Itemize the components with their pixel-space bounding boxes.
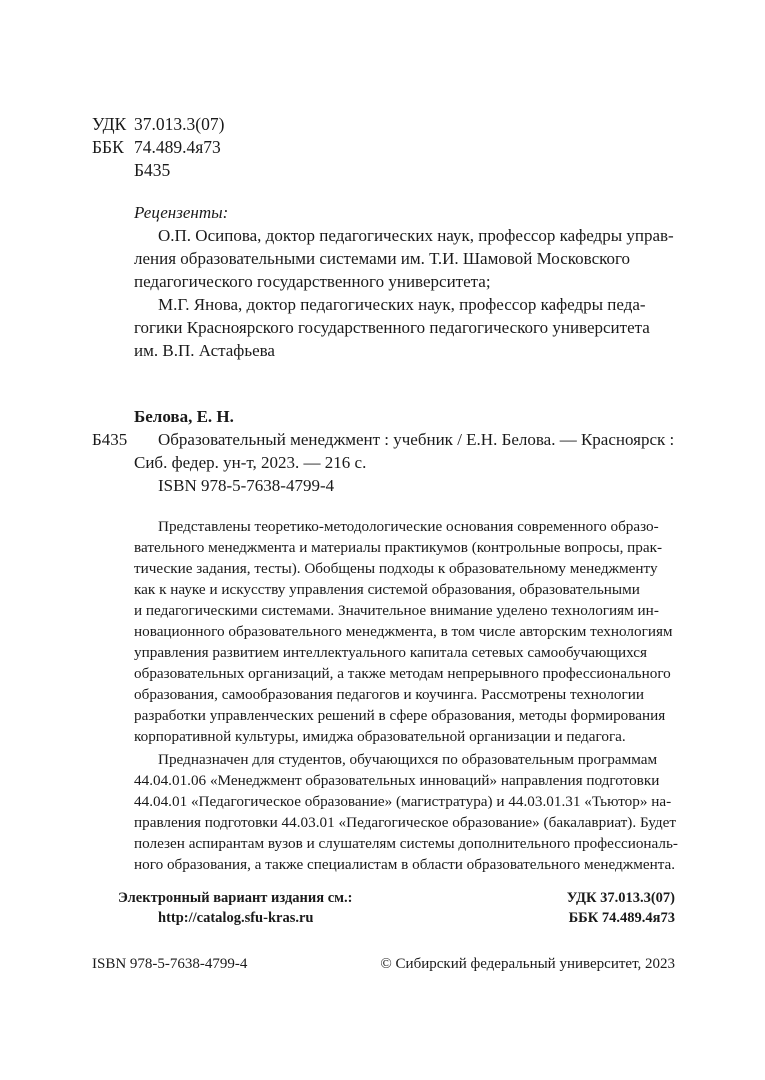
footer-copyright: © Сибирский федеральный университет, 2023 (380, 956, 675, 972)
reviewer-2-line: гогики Красноярского государственного педагогического университета (134, 318, 650, 337)
annotation-line: и педагогическими системами. Значительное внимание уделено технологиям ин- (134, 602, 659, 619)
annotation-line: ного образования, а также специалистам в области образовательного менеджмента. (134, 856, 676, 873)
bib-line: Сиб. федер. ун-т, 2023. — 216 с. (134, 453, 367, 472)
author-mark: Б435 (134, 160, 171, 180)
annotation-line: вательного менеджмента и материалы практикумов (контрольные вопросы, прак- (134, 539, 663, 556)
annotation-line: корпоративной культуры, имиджа образовательной организации и педагога. (134, 728, 626, 745)
bbk-code: ББК 74.489.4я73 (568, 910, 675, 926)
annotation-line: 44.04.01.06 «Менеджмент образовательных инноваций» направления подготовки (134, 772, 660, 789)
annotation-line: образовательных организаций, а также методам непрерывного профессионального (134, 665, 671, 682)
bib-isbn: ISBN 978-5-7638-4799-4 (158, 476, 335, 495)
reviewer-1-line: педагогического государственного университета; (134, 272, 491, 291)
annotation-line: тические задания, тесты). Обобщены подходы к образовательному менеджменту (134, 560, 658, 577)
reviewer-1-line: ления образовательными системами им. Т.И. Шамовой Московского (134, 249, 631, 268)
catalog-url[interactable]: http://catalog.sfu-kras.ru (158, 910, 314, 926)
author-name: Белова, Е. Н. (134, 407, 234, 426)
bbk-label: ББК (92, 137, 124, 157)
udk-code: УДК 37.013.3(07) (566, 890, 675, 906)
annotation-line: образования, самообразования педагогов и коучинга. Рассмотрены технологии (134, 686, 644, 703)
footer-isbn: ISBN 978-5-7638-4799-4 (92, 956, 248, 972)
annotation-line: полезен аспирантам вузов и слушателям системы дополнительного профессиональ- (134, 835, 678, 852)
bbk-value: 74.489.4я73 (134, 137, 221, 157)
annotation-line: новационного образовательного менеджмента, в том числе авторским технологиям (134, 623, 673, 640)
reviewer-2-line: им. В.П. Астафьева (134, 341, 275, 360)
reviewers-label: Рецензенты: (134, 203, 229, 222)
annotation-line: правления подготовки 44.03.01 «Педагогическое образование» (бакалавриат). Будет (134, 814, 677, 831)
annotation-line: разработки управленческих решений в сфере образования, методы формирования (134, 707, 666, 724)
reviewer-2-line: М.Г. Янова, доктор педагогических наук, профессор кафедры педа- (158, 295, 646, 314)
annotation-line: 44.04.01 «Педагогическое образование» (магистратура) и 44.03.01.31 «Тьютор» на- (134, 793, 672, 810)
electronic-version-label: Электронный вариант издания см.: (118, 890, 353, 906)
annotation-line: как к науке и искусству управления системой образования, образовательными (134, 581, 640, 598)
bib-mark: Б435 (92, 430, 128, 449)
reviewer-1-line: О.П. Осипова, доктор педагогических наук, профессор кафедры управ- (158, 226, 674, 245)
bib-line: Образовательный менеджмент : учебник / Е.Н. Белова. — Красноярск : (158, 430, 675, 449)
udk-label: УДК (92, 114, 127, 134)
udk-value: 37.013.3(07) (134, 114, 225, 134)
annotation-line: управления развитием интеллектуального капитала сетевых самообучающихся (134, 644, 648, 661)
annotation-line: Представлены теоретико-методологические основания современного образо- (158, 518, 659, 535)
annotation-line: Предназначен для студентов, обучающихся по образовательным программам (158, 751, 658, 768)
